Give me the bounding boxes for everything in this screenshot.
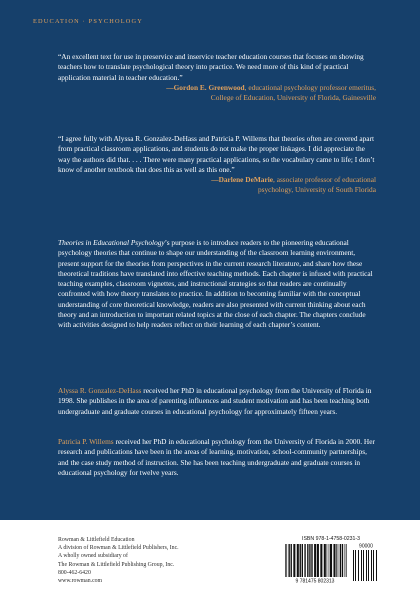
barcode-bar xyxy=(293,544,295,577)
description-text: ’s purpose is to introduce readers to the pioneering educational psychology theories that continue to shape our understanding of the classroom learning environment, present support for the theories from perspectives in the current research literature, and share how these theoretical traditions have translated into effective teaching methods. Each chapter is infused with practical teaching examples, classroom vignettes, and instructional strategies so that readers are continually confronted with how theory translates to practice. In addition to becoming familiar with the conceptual understanding of core theoretical knowledge, readers are also presented with current thinking about each theory and an introduction to important related topics at the close of each chapter. The chapters conclude with activities designed to help readers reflect on their learning of each chapter’s content. xyxy=(58,238,373,330)
barcode-bar xyxy=(373,550,374,581)
barcode-bar xyxy=(307,544,308,577)
endorsement-quote-2 xyxy=(58,134,376,196)
quote-2-attribution xyxy=(58,175,376,196)
barcode-bar xyxy=(353,550,354,581)
quote-1-name: —Gordon E. Greenwood xyxy=(166,82,245,92)
barcode-bar xyxy=(327,544,328,577)
quote-1-role-line-1: , educational psychology professor emeritus, xyxy=(244,82,376,92)
ean-digits: 9 781475 802313 xyxy=(295,578,335,584)
barcode-bar xyxy=(286,544,287,577)
quote-2-role-line-2: psychology, University of South Florida xyxy=(257,185,376,195)
barcode-bar xyxy=(358,550,359,581)
barcode-bar xyxy=(376,550,377,581)
barcode-bar xyxy=(368,550,369,581)
barcode-bar xyxy=(333,544,335,577)
barcode-bar xyxy=(329,544,330,577)
author-bio-1 xyxy=(58,386,376,417)
barcode-bar xyxy=(324,544,326,577)
barcode-bar xyxy=(304,544,305,577)
category-label: EDUCATION · PSYCHOLOGY xyxy=(33,18,144,25)
barcode-bar xyxy=(297,544,299,577)
barcode-bar xyxy=(330,544,332,577)
barcode-bar xyxy=(342,544,343,577)
barcode-bar xyxy=(300,544,301,577)
barcode-bar xyxy=(361,550,362,581)
barcode-bar xyxy=(285,544,286,577)
barcode-bar xyxy=(366,550,367,581)
quote-2-text: “I agree fully with Alyssa R. Gonzalez-DeHass and Patricia P. Willems that theories often are covered apart from practical classroom applications, and students do not make the proper linkages. I did appreciate the way the authors did that. . . . There were many practical applications, so the vocabulary came to life; I don’t know of another textbook that does this as well as this one.” xyxy=(58,134,375,174)
publisher-phone: 800-462-6420 xyxy=(58,569,91,576)
quote-1-attribution xyxy=(58,83,376,104)
quote-2-name: —Darlene DeMarie xyxy=(211,175,274,185)
barcode-bar xyxy=(311,544,312,577)
barcode-bar xyxy=(355,550,356,581)
quote-1-text: “An excellent text for use in preservice and inservice teacher education courses that focuses on showing teachers how to translate psychological theory into practice. We need more of this kind of practical application material in teacher education.” xyxy=(58,52,364,82)
barcode-graphic xyxy=(282,543,380,584)
barcode-bar xyxy=(314,544,316,577)
author-1-name: Alyssa R. Gonzalez-DeHass xyxy=(58,386,142,395)
barcode-bar xyxy=(340,544,341,577)
publisher-website: www.rowman.com xyxy=(58,578,103,585)
barcode-bar xyxy=(302,544,303,577)
barcode-bar xyxy=(336,544,337,577)
publisher-subsidiary: A wholly owned subsidiary of xyxy=(58,553,128,560)
endorsement-quote-1 xyxy=(58,52,376,103)
book-title-italic: Theories in Educational Psychology xyxy=(58,238,165,247)
author-bio-2 xyxy=(58,437,376,478)
quote-2-role-line-1: , associate professor of educational xyxy=(273,175,376,185)
barcode-bar xyxy=(345,544,346,577)
barcode-bar xyxy=(291,544,292,577)
isbn-barcode xyxy=(282,536,380,584)
publisher-division: A division of Rowman & Littlefield Publishers, Inc. xyxy=(58,545,179,552)
barcode-bar xyxy=(346,544,347,577)
barcode-bar xyxy=(288,544,289,577)
publisher-name: Rowman & Littlefield Education xyxy=(58,537,135,543)
barcode-bar xyxy=(317,544,319,577)
price-code: 90000 xyxy=(359,543,373,550)
author-2-name: Patricia P. Willems xyxy=(58,437,114,446)
barcode-bar xyxy=(363,550,364,581)
publisher-info xyxy=(58,536,248,585)
barcode-bar xyxy=(309,544,310,577)
publisher-group: The Rowman & Littlefield Publishing Group, Inc. xyxy=(58,561,175,568)
barcode-bar xyxy=(338,544,339,577)
quote-1-role-line-2: College of Education, University of Florida, Gainesville xyxy=(210,93,376,103)
book-description xyxy=(58,238,376,331)
isbn-label: ISBN 978-1-4758-0231-3 xyxy=(302,536,360,542)
author-1-bio-text: received her PhD in educational psychology from the University of Florida in 1998. She publishes in the area of parenting influences and student motivation and has been teaching both undergraduate and graduate courses in educational psychology for approximately fifteen years. xyxy=(58,386,372,416)
author-2-bio-text: received her PhD in educational psychology from the University of Florida in 2000. Her research and publications have been in the areas of learning, motivation, school-community partnerships, and the case study method of instruction. She has been teaching undergraduate and graduate courses in educational psychology for twelve years. xyxy=(58,437,375,477)
barcode-bar xyxy=(371,550,372,581)
barcode-bar xyxy=(320,544,322,577)
